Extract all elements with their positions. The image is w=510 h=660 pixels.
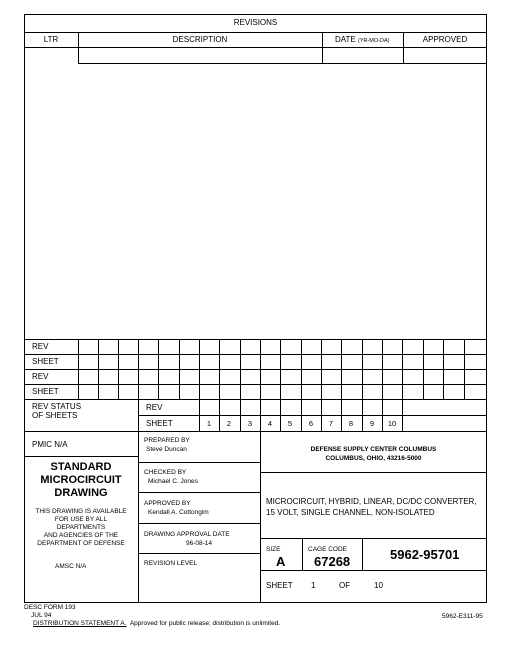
rev-grid-line [24, 384, 487, 385]
rev-row-label: REV [32, 372, 49, 381]
sheet-value: 1 [311, 581, 316, 590]
availability-line: FOR USE BY ALL [54, 516, 108, 523]
sheet-number: 8 [348, 419, 354, 428]
sheet-number: 1 [206, 419, 212, 428]
rev-grid-line [24, 399, 487, 400]
rev-grid-col [280, 339, 281, 431]
pmic-divider [24, 456, 138, 457]
rev-grid-col [301, 339, 302, 431]
availability-line: DEPARTMENTS [56, 524, 106, 531]
sheet-number: 9 [369, 419, 375, 428]
approval-date-label: DRAWING APPROVAL DATE [144, 531, 230, 538]
rev-grid-col [118, 339, 119, 399]
rev-grid-col [199, 339, 200, 431]
form-number: DESC FORM 193 [24, 604, 76, 611]
approval-date-value: 96-08-14 [185, 540, 213, 547]
prepared-by-name: Steve Duncan [146, 446, 187, 453]
sheet-number: 2 [226, 419, 232, 428]
availability-line: DEPARTMENT OF DEFENSE [37, 540, 125, 547]
agency-address: COLUMBUS, OHIO, 43216-5000 [325, 455, 422, 462]
drawing-title-line2: 15 VOLT, SINGLE CHANNEL, NON-ISOLATED [266, 508, 435, 517]
rev-grid-bottom [24, 431, 487, 432]
sheet-number: 3 [247, 419, 253, 428]
revisions-title-divider [24, 32, 487, 33]
availability-line: THIS DRAWING IS AVAILABLE [35, 508, 127, 515]
rev-grid-col [341, 339, 342, 431]
revisions-col-description: DESCRIPTION [172, 35, 228, 44]
cage-code-value: 67268 [314, 554, 351, 569]
rev-grid-col [443, 339, 444, 399]
revisions-first-row-divider [78, 63, 487, 64]
rev-grid-col [464, 339, 465, 399]
distribution-statement [33, 621, 280, 628]
standard-title: STANDARD [50, 461, 112, 473]
rev-grid-col [158, 339, 159, 399]
distribution-statement-label: DISTRIBUTION STATEMENT A. [33, 620, 127, 627]
checked-by-name: Michael C. Jones [148, 478, 198, 485]
revisions-col-approved: APPROVED [422, 35, 468, 44]
title-block-line [260, 472, 487, 473]
rev-grid-col [382, 339, 383, 431]
revisions-col-date: DATE (YR-MO-DA) [335, 35, 390, 44]
rev-grid-col [321, 339, 322, 431]
signature-line [138, 523, 260, 524]
title-block-line [260, 538, 487, 539]
microcircuit-title: MICROCIRCUIT [40, 474, 122, 486]
revisions-title: REVISIONS [233, 18, 278, 27]
of-sheets-label: OF SHEETS [32, 411, 78, 420]
signature-line [138, 553, 260, 554]
agency-name: DEFENSE SUPPLY CENTER COLUMBUS [310, 446, 437, 453]
of-label: OF [339, 581, 351, 590]
rev-grid-col [98, 339, 99, 399]
sheet-number: 10 [387, 419, 397, 428]
signature-line [138, 492, 260, 493]
checked-by-label: CHECKED BY [144, 469, 187, 476]
sheet-row-label: SHEET [32, 357, 59, 366]
prepared-by-label: PREPARED BY [144, 437, 190, 444]
form-date: JUL 94 [31, 612, 52, 619]
approved-by-label: APPROVED BY [144, 500, 191, 507]
approved-by-name: Kendall A. Cottongim [148, 509, 209, 516]
title-block-col [362, 538, 363, 570]
rev-status-label: REV STATUS [32, 402, 82, 411]
distribution-statement-text: Approved for public release; distribution is unlimited. [129, 620, 281, 627]
size-value: A [276, 554, 286, 569]
sheet-row-label: SHEET [32, 387, 59, 396]
rev-grid-line [24, 354, 487, 355]
revisions-col-ltr: LTR [43, 35, 59, 44]
availability-line: AND AGENCIES OF THE [43, 532, 119, 539]
rev-grid-col [138, 339, 139, 431]
cage-code-label: CAGE CODE [308, 546, 348, 553]
rev-grid-top [24, 339, 487, 340]
drawing-number: 5962-95701 [390, 547, 460, 562]
drawing-title-line1: MICROCIRCUIT, HYBRID, LINEAR, DC/DC CONVERTER, [266, 497, 477, 506]
revisions-header-divider [24, 47, 487, 48]
title-block-col [302, 538, 303, 570]
rev-grid-line [138, 415, 487, 416]
rev-grid-col [362, 339, 363, 431]
pmic-label: PMIC N/A [32, 440, 68, 449]
rev-status-sheet-label: SHEET [146, 419, 173, 428]
sheet-label: SHEET [266, 581, 293, 590]
size-label: SIZE [266, 546, 281, 553]
rev-grid-col [260, 339, 261, 431]
sheet-number: 5 [287, 419, 293, 428]
title-block-line [260, 570, 487, 571]
signature-line [138, 462, 260, 463]
left-block-divider [138, 431, 139, 603]
rev-grid-col [179, 339, 180, 399]
rev-grid-col [240, 339, 241, 431]
rev-grid-col [402, 339, 403, 431]
revision-level-label: REVISION LEVEL [144, 560, 198, 567]
rev-grid-line [24, 369, 487, 370]
rev-row-label: REV [32, 342, 49, 351]
sheet-number: 4 [267, 419, 273, 428]
rev-grid-col [78, 339, 79, 399]
sheet-number: 6 [308, 419, 314, 428]
rev-grid-col [219, 339, 220, 431]
drawing-title-word: DRAWING [54, 487, 108, 499]
document-code: 5962-E311-95 [442, 613, 483, 620]
of-value: 10 [374, 581, 383, 590]
rev-grid-col [423, 339, 424, 399]
rev-status-rev-label: REV [146, 403, 163, 412]
amsc-label: AMSC N/A [55, 563, 87, 570]
sheet-number: 7 [328, 419, 334, 428]
revisions-col-divider-2 [322, 32, 323, 63]
